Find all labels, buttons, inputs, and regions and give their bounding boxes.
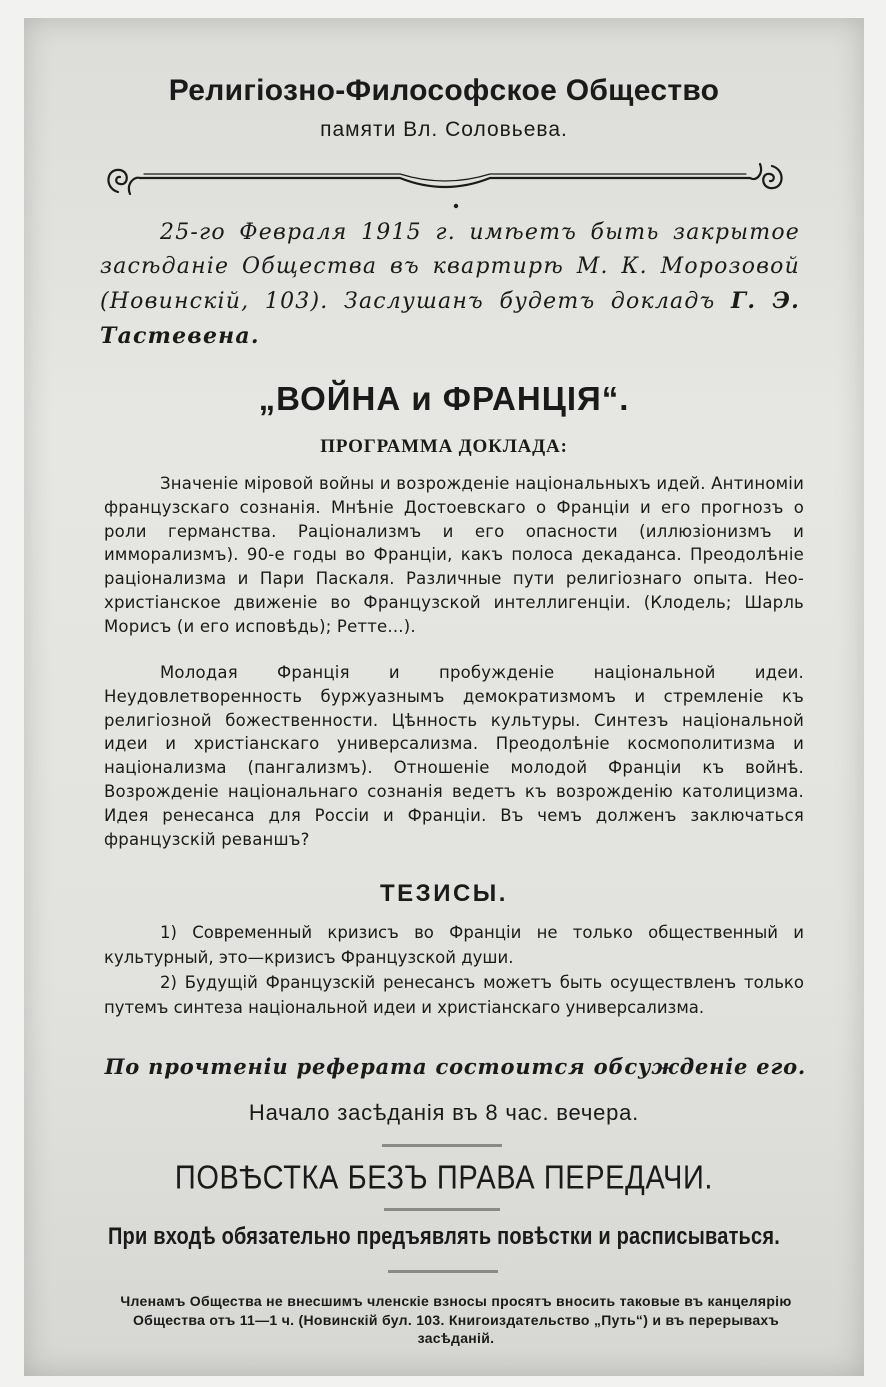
- discussion-note: По прочтенiи реферата состоится обсужденiе его.: [104, 1054, 806, 1079]
- thesis-2: 2) Будущiй Французскiй ренесансъ можетъ быть осуществленъ только путемъ синтеза нацiональной идеи и христiанскаго универсализма.: [104, 973, 804, 1017]
- members-dues-notice: Членамъ Общества не внесшимъ членскiе взносы просятъ вносить таковые въ канцелярiю Общества отъ 11—1 ч. (Новинскiй бул. 103. Книгоиздательство „Путь“) и въ перерывахъ засѣданiй.: [120, 1293, 792, 1346]
- meeting-announcement: [100, 216, 800, 354]
- speaker-name: Г. Э. Тастевена.: [100, 288, 800, 349]
- no-transfer-notice: ПОВѢСТКА БЕЗЪ ПРАВА ПЕРЕДАЧИ.: [174, 1159, 714, 1197]
- theses-heading: ТЕЗИСЫ.: [380, 880, 508, 907]
- invitation-sheet: [24, 18, 864, 1376]
- ornamental-divider: [100, 148, 790, 212]
- start-time: Начало засѣданiя въ 8 час. вечера.: [248, 1100, 640, 1125]
- divider-rule-2: [384, 1208, 500, 1211]
- programme-heading: ПРОГРАММА ДОКЛАДА:: [320, 436, 568, 457]
- programme-paragraph-1: Значенiе мiровой войны и возрожденiе нацiональныхъ идей. Антиномiи французскаго сознанiя. Мнѣнiе Достоевскаго о Францiи и его прогнозъ о роли германства. Рацiонализмъ и его опасности (иллюзiонизмъ и имморализмъ). 90-е годы во Францiи, какъ полоса декаданса. Преодолѣнiе рацiонализма и Пари Паскаля. Различные пути религiознаго опыта. Нео-христiанское движенiе во Французской интеллигенцiи. (Клодель; Шарль Морисъ (и его исповѣдь); Ретте...).: [104, 474, 804, 636]
- entry-rule: При входѣ обязательно предъявлять повѣстки и расписываться.: [107, 1223, 781, 1251]
- meeting-intro-text: 25-го Февраля 1915 г. имѣетъ быть закрытое засѣданiе Общества въ квартирѣ М. К. Морозовой (Новинскiй, 103). Заслушанъ будетъ докладъ: [100, 220, 800, 314]
- lecture-title: „ВОЙНА и ФРАНЦIЯ“.: [258, 380, 630, 417]
- divider-rule-1: [382, 1144, 502, 1147]
- memorial-subtitle: памяти Вл. Соловьева.: [320, 118, 568, 141]
- divider-rule-3: [388, 1270, 498, 1273]
- programme-paragraph-2: Молодая Францiя и пробужденiе нацiональной идеи. Неудовлетворенность буржуазнымъ демократизмомъ и стремленiе къ религiозной божественности. Цѣнность культуры. Синтезъ нацiональной идеи и христiанскаго универсализма. Преодолѣнiе космополитизма и нацiонализма (пангализмъ). Отношенiе молодой Францiи къ войнѣ. Возрожденiе нацiональнаго сознанiя ведетъ къ возрожденiю католицизма. Идея ренесанса для Россiи и Францiи. Въ чемъ долженъ заключаться французскiй реваншъ?: [104, 663, 804, 849]
- thesis-1: 1) Современный кризисъ во Францiи не только общественный и культурный, это—кризисъ Французской души.: [104, 923, 804, 967]
- society-title: Религiозно-Философское Общество: [168, 74, 720, 107]
